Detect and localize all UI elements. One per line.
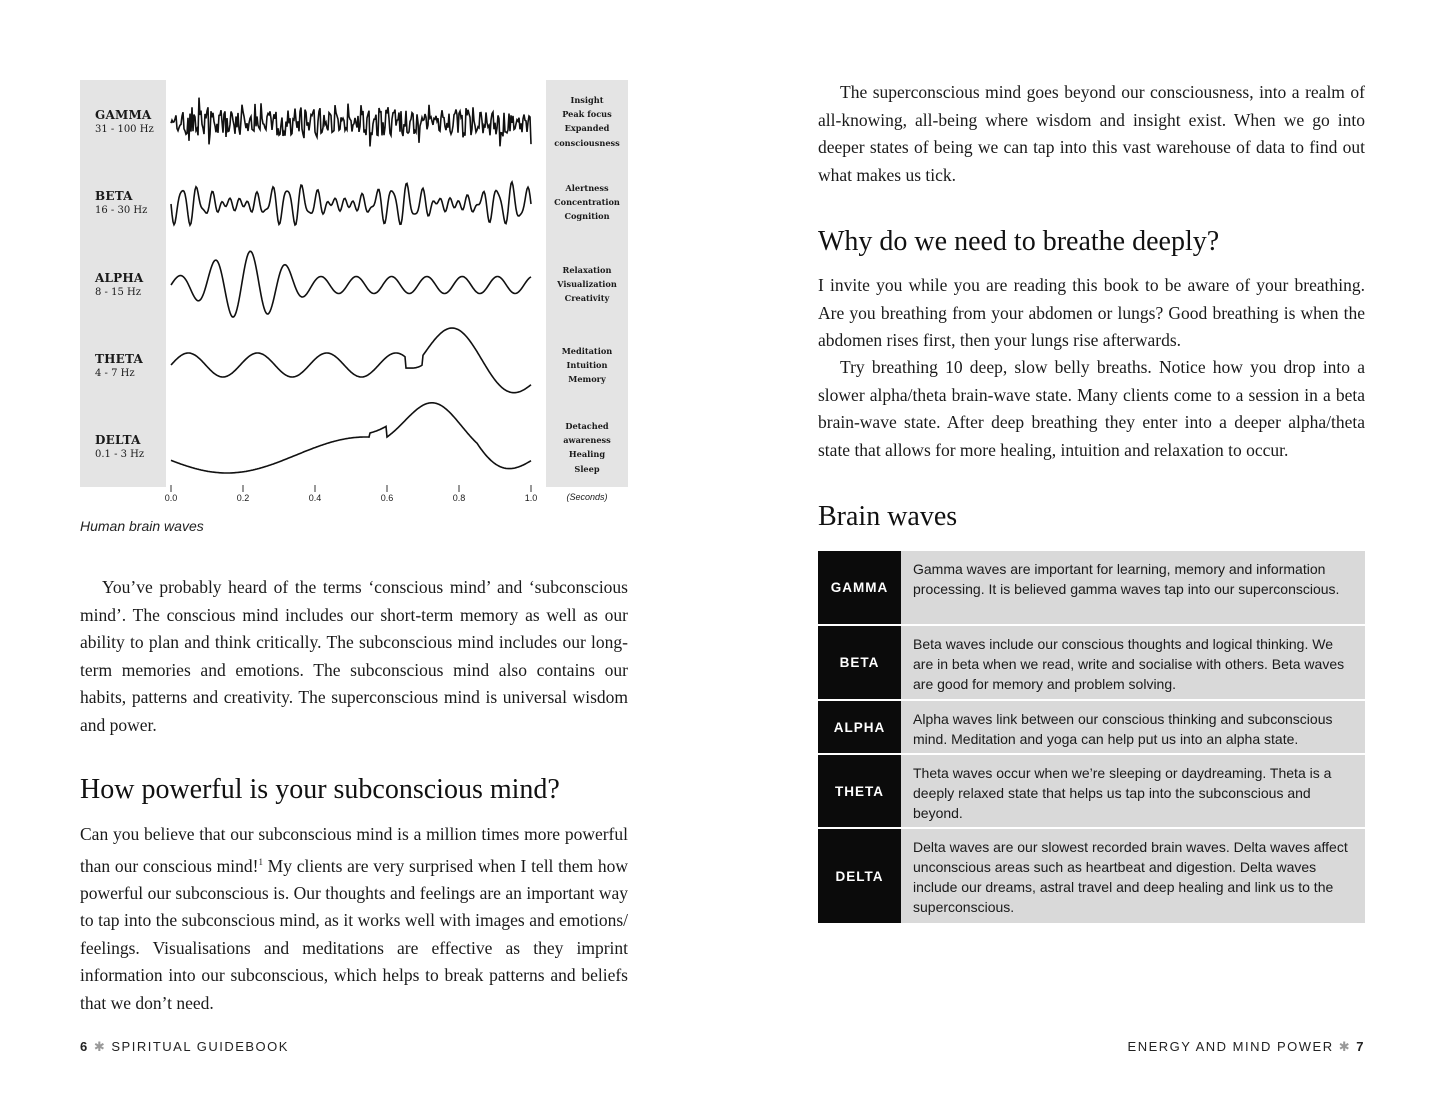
band-name-delta: DELTA xyxy=(95,433,141,447)
wave-theta xyxy=(171,328,531,393)
desc-line: consciousness xyxy=(554,137,620,148)
desc-line: Creativity xyxy=(564,293,610,304)
wave-delta xyxy=(171,403,531,473)
wave-gamma xyxy=(171,98,531,147)
tick-label: 1.0 xyxy=(524,493,538,503)
table-row-gamma xyxy=(818,551,1365,626)
band-name-beta: BETA xyxy=(95,189,133,203)
band-descriptions-panel xyxy=(546,80,628,487)
band-hz-alpha: 8 - 15 Hz xyxy=(95,287,141,298)
paragraph-superconscious: The superconscious mind goes beyond our consciousness, into a realm of all-knowing, all-being where wisdom and insight exist. When we go into deeper states of being we can tap into this vast warehouse of data to find out what makes us tick. xyxy=(818,82,1365,185)
band-name-alpha: ALPHA xyxy=(95,271,144,285)
wave-beta xyxy=(171,182,531,225)
wave-alpha xyxy=(171,251,531,317)
band-name-theta: THETA xyxy=(95,352,143,366)
paragraph-text: My clients are very surprised when I tell them how powerful our subconscious is. Our thoughts and feelings are an important way to tap into the subconscious mind, as it works well with images and emotions/ feelings. Visualisations and meditations are effective as they imprint information into our subconscious, which helps to break patterns and beliefs that we don’t need. xyxy=(80,855,628,1013)
band-desc-beta xyxy=(546,181,628,224)
desc-line: Detached xyxy=(565,421,609,431)
desc-line: Relaxation xyxy=(562,265,612,275)
desc-line: Peak focus xyxy=(562,109,612,120)
row-key: THETA xyxy=(818,755,901,827)
page-number: 6 xyxy=(80,1039,89,1054)
desc-line: Insight xyxy=(570,95,604,105)
band-desc-theta xyxy=(546,344,628,387)
desc-line: Alertness xyxy=(565,183,609,193)
footer-left xyxy=(80,1039,289,1055)
band-name-gamma: GAMMA xyxy=(95,108,152,122)
paragraph-breathing: I invite you while you are reading this book to be aware of your breathing. Are you breathing from your abdomen or lungs? Good breathing is when the abdomen rises first, then your lungs rise afterwards. xyxy=(818,275,1365,350)
desc-line: Concentration xyxy=(554,197,620,208)
brain-waves-figure xyxy=(80,80,628,510)
row-text: Gamma waves are important for learning, memory and information processing. It is believed gamma waves tap into our superconscious. xyxy=(901,551,1365,624)
desc-line: Visualization xyxy=(557,279,617,290)
table-row-theta xyxy=(818,755,1365,829)
desc-line: Memory xyxy=(568,374,606,385)
band-hz-gamma: 31 - 100 Hz xyxy=(95,124,154,135)
band-desc-alpha xyxy=(546,263,628,306)
row-key: DELTA xyxy=(818,829,901,923)
table-row-alpha xyxy=(818,701,1365,755)
band-desc-delta xyxy=(546,419,628,476)
tick-label: 0.4 xyxy=(308,493,322,503)
desc-line: Meditation xyxy=(561,346,613,356)
desc-line: Healing xyxy=(568,449,606,460)
desc-line: Intuition xyxy=(566,360,608,371)
desc-line: Sleep xyxy=(574,463,600,474)
right-page xyxy=(722,0,1445,1105)
tick-label: 0.6 xyxy=(380,493,394,503)
row-key: GAMMA xyxy=(818,551,901,624)
waves-plot xyxy=(166,80,546,510)
running-title: SPIRITUAL GUIDEBOOK xyxy=(111,1039,289,1054)
table-row-beta xyxy=(818,626,1365,701)
desc-line: Cognition xyxy=(564,211,610,222)
paragraph-text: Can you believe that our subconscious mind is a million times more powerful than our conscious mind! xyxy=(80,824,628,876)
footer-right xyxy=(1128,1039,1365,1055)
time-axis-ticks xyxy=(171,485,531,492)
time-unit-label: (Seconds) xyxy=(566,492,608,502)
band-hz-delta: 0.1 - 3 Hz xyxy=(95,449,145,460)
table-row-delta xyxy=(818,829,1365,923)
tick-label: 0.8 xyxy=(452,493,466,503)
heading-breathe: Why do we need to breathe deeply? xyxy=(818,226,1220,257)
tick-label: 0.2 xyxy=(236,493,250,503)
figure-caption: Human brain waves xyxy=(80,518,204,534)
tick-label: 0.0 xyxy=(164,493,178,503)
page-number: 7 xyxy=(1356,1039,1365,1054)
row-text: Theta waves occur when we’re sleeping or daydreaming. Theta is a deeply relaxed state that helps us tap into the subconscious and beyond. xyxy=(901,755,1365,827)
band-hz-theta: 4 - 7 Hz xyxy=(95,368,135,379)
desc-line: awareness xyxy=(563,435,611,446)
row-key: ALPHA xyxy=(818,701,901,753)
band-hz-beta: 16 - 30 Hz xyxy=(95,205,148,216)
left-page xyxy=(0,0,722,1105)
heading-subconscious: How powerful is your subconscious mind? xyxy=(80,774,560,805)
running-title: ENERGY AND MIND POWER xyxy=(1127,1039,1334,1054)
desc-line: Expanded xyxy=(564,123,610,134)
star-icon: ✱ xyxy=(1338,1039,1352,1054)
paragraph-conscious-mind: You’ve probably heard of the terms ‘conscious mind’ and ‘subconscious mind’. The conscious mind includes our short-term memory as well as our ability to plan and think critically. The subconscious mind includes our long-term memories and emotions. The subconscious mind also contains our habits, patterns and creativity. The superconscious mind is universal wisdom and power. xyxy=(80,577,628,735)
star-icon: ✱ xyxy=(93,1039,107,1054)
footnote-ref[interactable]: 1 xyxy=(258,856,263,867)
heading-brain-waves: Brain waves xyxy=(818,501,958,532)
row-key: BETA xyxy=(818,626,901,699)
band-labels-panel xyxy=(80,80,166,487)
paragraph-subconscious-power xyxy=(80,821,628,1017)
band-desc-gamma xyxy=(546,93,628,150)
row-text: Delta waves are our slowest recorded brain waves. Delta waves affect unconscious areas such as heartbeat and digestion. Delta waves include our dreams, astral travel and deep healing and link us to the superconscious. xyxy=(901,829,1365,923)
row-text: Beta waves include our conscious thoughts and logical thinking. We are in beta when we read, write and socialise with others. Beta waves are good for memory and problem solving. xyxy=(901,626,1365,699)
brain-waves-table xyxy=(818,551,1365,923)
row-text: Alpha waves link between our conscious thinking and subconscious mind. Meditation and yoga can help put us into an alpha state. xyxy=(901,701,1365,753)
paragraph-belly-breaths: Try breathing 10 deep, slow belly breaths. Notice how you drop into a slower alpha/theta brain-wave state. Many clients come to a session in a beta brain-wave state. After deep breathing they enter into a deeper alpha/theta state that allows for more healing, intuition and relaxation to occur. xyxy=(818,357,1365,460)
